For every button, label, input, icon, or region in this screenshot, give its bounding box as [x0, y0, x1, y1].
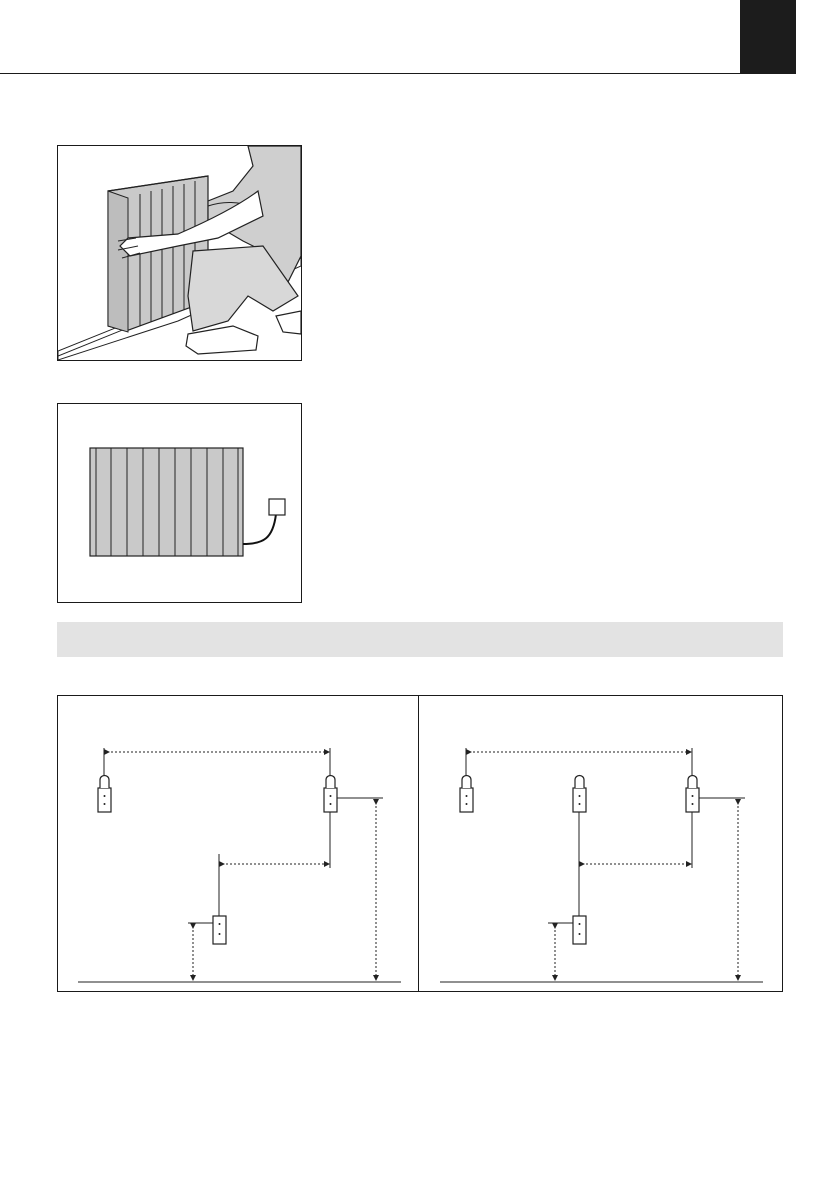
- bracket-diagram-panel: [57, 695, 783, 992]
- section-heading-band: [57, 622, 783, 657]
- radiator-with-plug-icon: [58, 404, 301, 602]
- power-connection-figure: [57, 403, 302, 603]
- person-lifting-radiator-icon: [58, 146, 301, 360]
- installation-figure: [57, 145, 302, 361]
- two-bracket-spacing-diagram: [58, 696, 419, 991]
- header-rule: [0, 73, 796, 74]
- language-tab: [740, 0, 796, 74]
- panel-divider: [418, 695, 419, 992]
- three-bracket-spacing-diagram: [420, 696, 782, 991]
